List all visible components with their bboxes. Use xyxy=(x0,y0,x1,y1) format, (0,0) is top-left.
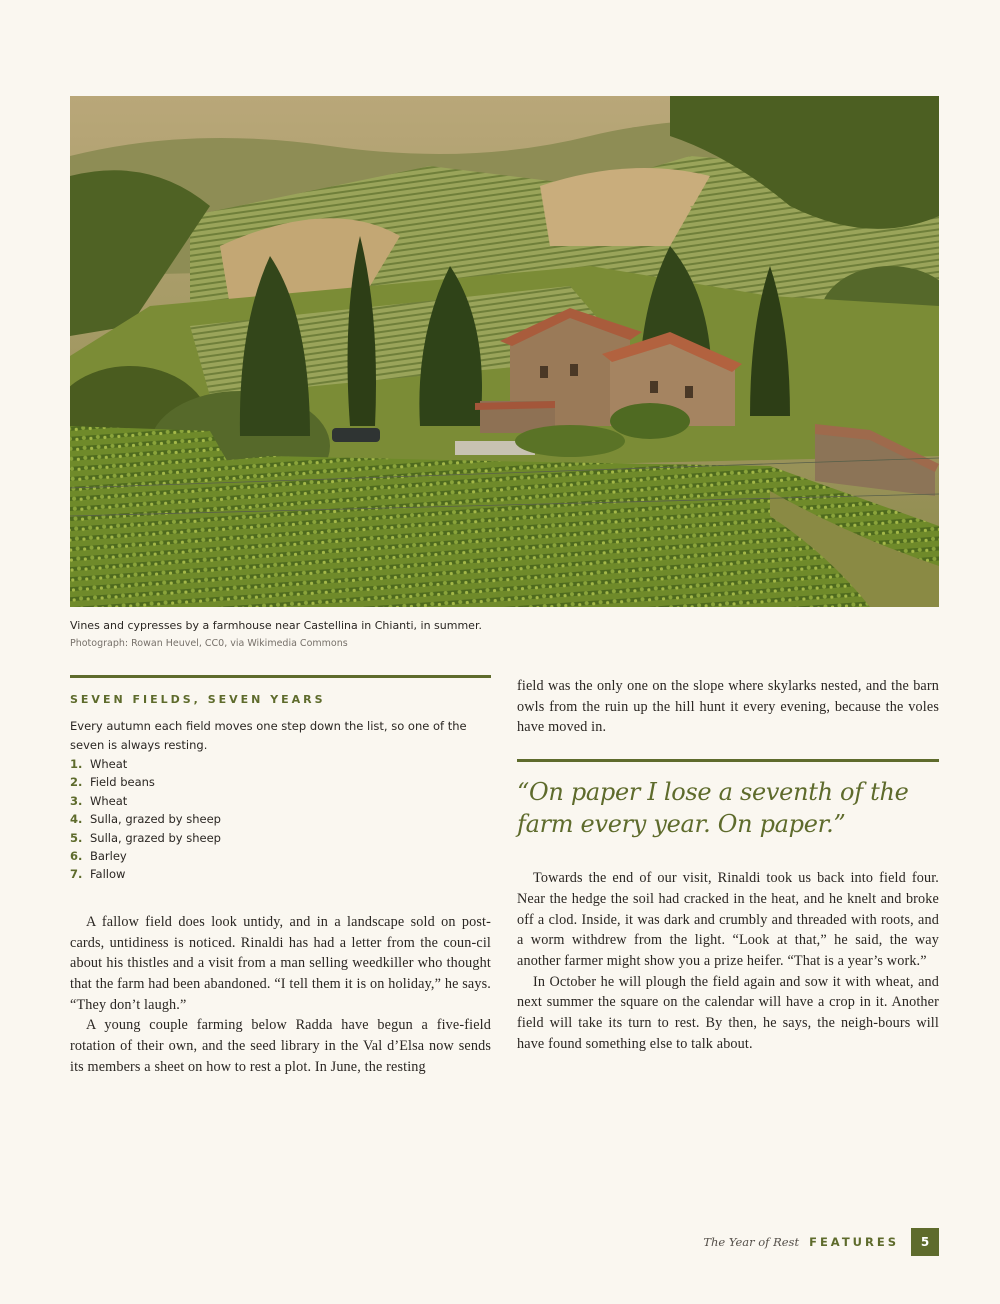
page-footer xyxy=(703,1228,939,1256)
photo-caption: Vines and cypresses by a farmhouse near Castellina in Chianti, in summer. xyxy=(70,619,482,632)
list-label: Field beans xyxy=(90,775,155,790)
list-number: 3. xyxy=(70,793,83,808)
list-number: 6. xyxy=(70,849,83,864)
list-item xyxy=(70,773,491,791)
list-number: 2. xyxy=(70,775,83,790)
body-paragraph: field was the only one on the slope where skylarks nested, and the barn owls from the ruin up the hill hunt it every evening, because the voles have moved in. xyxy=(517,678,939,736)
list-label: Fallow xyxy=(90,867,126,882)
list-label: Wheat xyxy=(90,757,128,771)
list-item xyxy=(70,792,491,810)
list-label: Wheat xyxy=(90,793,128,808)
list-label: Sulla, grazed by sheep xyxy=(90,830,221,845)
list-number: 5. xyxy=(70,830,83,845)
farmhouse-landscape-illustration xyxy=(70,96,939,607)
pull-quote: “On paper I lose a seventh of the farm every year. On paper.” xyxy=(517,759,939,840)
article-body-continued xyxy=(517,676,939,738)
section-label: FEATURES xyxy=(809,1235,899,1249)
article-body-right xyxy=(517,868,939,1054)
list-label: Sulla, grazed by sheep xyxy=(90,812,221,827)
rotation-list xyxy=(70,755,491,884)
left-column xyxy=(70,675,491,1077)
right-column xyxy=(517,676,939,1054)
photo-caption-block xyxy=(70,618,939,650)
list-item xyxy=(70,847,491,865)
body-paragraph: In October he will plough the field again and sow it with wheat, and next summer the square on the calendar will have a crop in it. Another field will take its turn to rest. By then, he says, the neigh-bours will have found something else to talk about. xyxy=(517,973,939,1052)
list-number: 4. xyxy=(70,812,83,827)
body-paragraph: Towards the end of our visit, Rinaldi took us back into field four. Near the hedge the soil had cracked in the heat, and he knelt and broke off a clod. Inside, it was dark and crumbly and threaded with roots, and a worm withdrew from the light. “Look at that,” he said, the way another farmer might show you a prize heifer. “That is a year’s work.” xyxy=(517,870,939,969)
list-item xyxy=(70,755,491,773)
feature-photo xyxy=(70,96,939,607)
sidebar-kicker: SEVEN FIELDS, SEVEN YEARS xyxy=(70,693,326,706)
sidebar-intro: Every autumn each field moves one step down the list, so one of the seven is always resting. xyxy=(70,719,467,752)
article-body-left xyxy=(70,912,491,1078)
list-item xyxy=(70,865,491,883)
list-number: 1. xyxy=(70,757,83,771)
photo-credit: Photograph: Rowan Heuvel, CC0, via Wikimedia Commons xyxy=(70,638,348,649)
running-title: The Year of Rest xyxy=(703,1235,800,1249)
body-paragraph: A fallow field does look untidy, and in a landscape sold on post-cards, untidiness is noticed. Rinaldi has had a letter from the coun-cil about his thistles and a visit from a man selling weedkiller who thought that the farm had been abandoned. “I tell them it is on holiday,” he says. “They don’t laugh.” xyxy=(70,913,491,1013)
list-number: 7. xyxy=(70,867,83,882)
body-paragraph: A young couple farming below Radda have begun a five-field rotation of their own, and the seed library in the Val d’Elsa now sends its members a sheet on how to rest a plot. In June, the resting xyxy=(70,1017,491,1075)
list-item xyxy=(70,810,491,828)
page-number: 5 xyxy=(911,1228,939,1256)
list-label: Barley xyxy=(90,849,127,864)
list-item xyxy=(70,829,491,847)
rotation-sidebar xyxy=(70,675,491,884)
